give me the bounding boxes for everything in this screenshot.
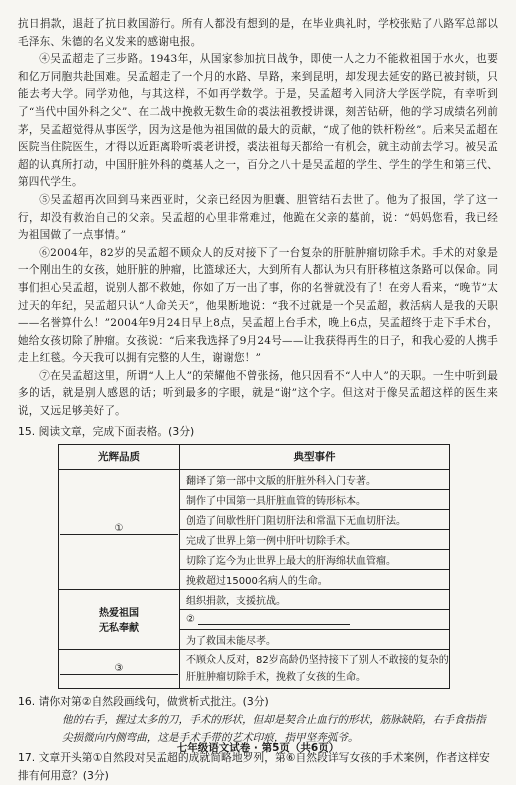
event-blank-2[interactable] — [180, 609, 450, 629]
table-cell: 翻译了第一部中文版的肝脏外科入门专著。 — [180, 469, 450, 489]
table-cell: 为了救国未能尽孝。 — [180, 629, 450, 649]
quality-line-2: 无私奉献 — [99, 623, 139, 635]
quality-patriotism — [59, 589, 180, 649]
question-16-quote: 他的右手，握过太多的刀，手术的形状，但却是契合止血行的形状，筋脉缺陷，右手食指指尖损微向内侧弯曲，这是手术手带的艺术印痕，指甲坚奔弧爷。 — [62, 713, 486, 744]
blank-1[interactable]: ① — [60, 523, 178, 535]
paragraph-7: ⑦在吴孟超这里，所谓“人上人”的荣耀他不曾张扬，他只因看不“人中人”的天职。一生中听到最多的话，就是别人感恩的话；听到最多的字眼，就是“谢”这个字。但这对于像吴孟超这样的医生来说，又远足够美好了。 — [18, 369, 498, 418]
table-header-quality: 光辉品质 — [59, 444, 180, 469]
quality-line-1: 热爱祖国 — [99, 608, 139, 620]
table-cell: 组织捐款，支援抗战。 — [180, 589, 450, 609]
table-header-events: 典型事件 — [180, 444, 450, 469]
table-cell: 创造了间歇性肝门阻切肝法和常温下无血切肝法。 — [180, 509, 450, 529]
answer-table — [58, 444, 450, 689]
table-row — [59, 589, 450, 609]
blank-3[interactable]: ③ — [60, 663, 178, 675]
table-cell: 制作了中国第一具肝脏血管的铸形标本。 — [180, 489, 450, 509]
table-cell: 不顾众人反对，82岁高龄仍坚持接下了别人不敢接的复杂的肝脏肿瘤切除手术，挽救了女孩的生命。 — [180, 649, 450, 688]
exam-page — [18, 16, 498, 785]
table-row — [59, 649, 450, 688]
question-15-title: 15. 阅读文章，完成下面表格。(3分) — [18, 424, 195, 438]
quality-blank-3[interactable] — [59, 649, 180, 688]
table-cell: 挽救超过15000名病人的生命。 — [180, 569, 450, 589]
page-footer: 七年级语文试卷 · 第5页（共6页） — [176, 742, 340, 754]
question-17-title: 17. 文章开头第①自然段对吴孟超的成就简略地罗列，第⑥自然段详写女孩的手术案例，作者这样安排有何用意？(3分) — [18, 750, 490, 782]
table-row — [59, 469, 450, 489]
table-cell: 切除了迄今为止世界上最大的肝海绵状血管瘤。 — [180, 549, 450, 569]
blank-2[interactable] — [198, 613, 350, 625]
paragraph-continued: 抗日捐款，退赶了抗日救国游行。所有人都没有想到的是，在毕业典礼时，学校张贴了八路军总部以毛泽东、朱德的名义发来的感谢电报。 — [18, 18, 498, 48]
table-cell: 完成了世界上第一例中肝叶切除手术。 — [180, 529, 450, 549]
paragraph-6: ⑥2004年，82岁的吴孟超不顾众人的反对接下了一台复杂的肝脏肿瘤切除手术。手术的对象是一个刚出生的女孩，她肝脏的肿瘤，比篮球还大，大到所有人都认为只有肝移植这条路可以保命。同事们担心吴孟超，说别人都不救她，你如了万一出了事，你的名誉就没有了！在旁人看来，“晚节”太过天的年纪，吴孟超只认“人命关天”，他果断地说：“我不过就是一个吴孟超，救活病人是我的天职——名誉算什么！”2004年9月24日早上8点，吴孟超上台手术，晚上6点，吴孟超终于走下手术台，她给女孩切除了肿瘤。女孩说：“后来我选择了9月24号——让我获得再生的日子，和我心爱的人携手走上红毯。今天我可以拥有完整的人生，谢谢您！” — [18, 246, 498, 365]
table-header-row — [59, 444, 450, 469]
paragraph-4: ④吴孟超走了三步路。1943年，从国家参加抗日战争，即使一人之力不能救祖国于水火，也要和亿万同胞共赴国难。吴孟超走了一个月的水路、旱路，来到昆明，却发现去延安的路已被封锁，只能去考大学。同学劝他，与其这样，不如再学数学。于是，吴孟超考入同济大学医学院，有幸听到了“当代中国外科之父”、在二战中挽救无数生命的裘法祖教授讲课，刻苦钻研，他的学习成绩名列前茅，吴孟超觉得从事医学，因为这是他为祖国做的最大的贡献，“成了他的铁杆粉丝”。后来吴孟超在医院当住院医生，才得以近距离聆听裘老讲授，裘法祖每天都给一有机会，就主动前去学习。被吴孟超的认真所打动，中国肝脏外科的奠基人之一，百分之八十是吴孟超的学生、学生的学生和第三代、第四代学生。 — [18, 53, 498, 189]
quality-blank-1[interactable] — [59, 469, 180, 589]
question-16-title: 16. 请你对第②自然段画线句，做赏析式批注。(3分) — [18, 694, 269, 708]
blank-2-number: ② — [186, 614, 195, 626]
paragraph-5: ⑤吴孟超再次回到马来西亚时，父亲已经因为胆囊、胆管结石去世了。他为了报国，学了这一行，却没有救治自己的父亲。吴孟超的心里非常难过，他跪在父亲的墓前，说：“妈妈您看，我已经为祖国做了一点事情。” — [18, 193, 498, 242]
